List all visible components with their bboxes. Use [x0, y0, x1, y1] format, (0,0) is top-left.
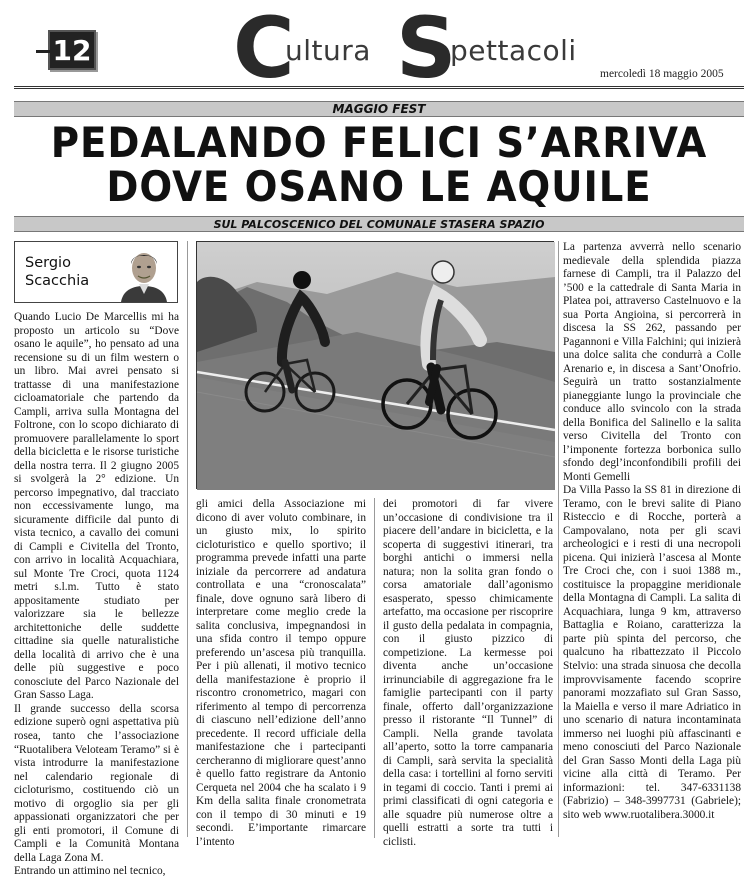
issue-date: mercoledì 18 maggio 2005 — [600, 68, 724, 80]
article-paragraph: Il grande successo della scorsa edizione superò ogni aspettativa più rosea, tanto che l’associazione “Ruotalibera Veloteam Teramo” si è vista introdurre la manifestazione nel calendario regionale di cicloturismo, costituendo ciò un motivo di orgoglio sia per gli appassionati organizzatori che per gli enti promotori, il Comune di Campli e la Comunità Montana della Laga Zona M. — [14, 702, 179, 864]
author-portrait — [115, 244, 173, 302]
article-paragraph: gli amici della Associazione mi dicono di aver voluto combinare, in un giusto mix, lo spirito cicloturistico e quello sportivo; il programma prevede infatti una parte iniziale da percorrere ad andatura controllata e una “cronoscalata” finale, dove ognuno sarà libero di interpretare come meglio crede la salita conclusiva, impegnandosi in una sfida contro il tempo oppure preferendo un’ascesa più tranquilla. Per i più allenati, il motivo tecnico della manifestazione è proprio il riscontro cronometrico, magari con riferimento al tempo di percorrenza di ciascuno nell’edizione dell’anno precedente. Il record ufficiale della manifestazione che i partecipanti cercheranno di migliorare quest’anno è quello fatto registrare da Antonio Cerqueta nel 2004 che ha scalato i 9 Km della salita finale cronometrata con il tempo di 30 minuti e 19 secondi. E’importante rimarcare l’intento — [196, 498, 366, 848]
headline-line-1: PEDALANDO FELICI S’ARRIVA — [50, 118, 708, 167]
article-paragraph: Quando Lucio De Marcellis mi ha proposto un articolo su “Dove osano le aquile”, ho pensato ad una recensione su di un film western o un libro. Mai avrei pensato si trattasse di una manifestazione cicloamatoriale che partendo da Campli, arriva sulla Montagna del Foltrone, con lo scopo dichiarato di promuovere parallelamente lo sport della bicicletta e le risorse turistiche della nostra terra. Il 2 giugno 2005 si svolgerà la 2° edizione. Un percorso impegnativo, dal tracciato non eccessivamente lungo, ma sicuramente difficile dal punto di vista tecnico, a cavallo dei comuni di Campli e Civitella del Tronto, con arrivo in località Acquachiara, sul Monte Tre Croci, quota 1124 metri s.l.m. Tutto è stato appositamente studiato per valorizzare sia le bellezze architettoniche delle suddette cittadine sia quelle naturalistiche della località di arrivo che è una delle più suggestive e poco conosciute del Parco Nazionale del Gran Sasso Laga. — [14, 311, 179, 702]
author-box — [14, 241, 178, 303]
article-paragraph: Da Villa Passo la SS 81 in direzione di Teramo, con le brevi salite di Piano Risteccio e di Rocche, porterà a Campovalano, nota per gli scavi archeologici e i resti di una necropoli picena. Qui inizierà l’ascesa al Monte Tre Croci che, con i suoi 1388 m., costituisce la propaggine meridionale della Montagna di Campli. La salita di Acquachiara, lunga 9 km, attraverso Battaglia e Roiano, caratterizza la parte più spinta del percorso, che qualcuno ha ribattezzato il Piccolo Stelvio: una strada sinuosa che decolla improvvisamente facendo scoprire panorami mozzafiato sul Gran Sasso, la Maiella e verso il mare Adriatico in uno scenario di natura incontaminata immerso nei luoghi più affascinanti e meno conosciuti del Parco Nazionale del Gran Sasso Monti della Laga più vicine alla città di Teramo. Per informazioni: tel. 347-6331138 (Fabrizio) – 348-3997731 (Gabriele); sito web www.ruotalibera.3000.it — [563, 484, 741, 821]
section-title-spettacoli: pettacoli — [450, 34, 577, 67]
cyclists-illustration — [197, 242, 555, 490]
article-column-4 — [563, 241, 741, 838]
cyclists-photo — [196, 241, 554, 489]
section-title-cultura: ultura — [285, 34, 371, 67]
article-paragraph: Entrando un attimino nel tecnico, — [14, 865, 166, 878]
article-headline — [43, 118, 715, 211]
article-kicker: MAGGIO FEST — [14, 101, 744, 117]
article-paragraph: dei promotori di far vivere un’occasione di condivisione tra il piacere dell’andare in bicicletta, e la scoperta di suggestivi itinerari, tra borghi antichi o immersi nella natura; non la solita gran fondo o corsa amatoriale dall’agonismo esasperato, spesso chimicamente artefatto, ma occasione per riscoprire il gusto della pedalata in compagnia, con il giusto pizzico di competizione. La kermesse poi diventa anche un’occasione irrinunciabile di aggregazione fra le famiglie partecipanti con il party finale, offerto dall’organizzazione presso il ristorante “Il Tunnel” di Campli. Nella grande tavolata all’aperto, sotto la torre campanaria di Campli, sarà servita la specialità della casa: i tortellini al forno serviti in tegami di coccio. Tanti i premi ai primi classificati di ogni categoria e alle squadre più numerose oltre a quelli estratti a sorte tra tutti i ciclisti. — [383, 498, 553, 848]
section-title-initial-s: S — [396, 0, 457, 97]
column-divider — [187, 241, 188, 837]
article-column-3 — [383, 498, 553, 848]
headline-line-2: DOVE OSANO LE AQUILE — [106, 162, 652, 211]
article-subhead: SUL PALCOSCENICO DEL COMUNALE STASERA SPAZIO — [14, 216, 744, 232]
author-last-name: Scacchia — [25, 273, 90, 289]
article-column-2 — [196, 498, 366, 848]
article-paragraph: La partenza avverrà nello scenario medievale della splendida piazza farnese di Campli, tra il Palazzo del ’500 e la cattedrale di Santa Maria in Platea poi, attraverso Castelnuovo e la sua Porta Angioina, si percorrerà in discesa la SS 262, passando per Pagannoni e Villa Falchini; qui inizierà una dolce salita che condurrà a Colle Arenario e, in discesa a Sant’Onofrio. Seguirà un tratto sostanzialmente pianeggiante lungo la provinciale che conduce allo svincolo con la strada della Bonifica del Salinello e la salita verso Civitella del Tronto con l’imponente fortezza borbonica sullo sfondo degl’inconfondibili profili dei Monti Gemelli — [563, 241, 741, 483]
section-title-initial-c: C — [233, 0, 295, 97]
column-divider — [558, 241, 559, 837]
author-first-name: Sergio — [25, 255, 71, 271]
masthead — [0, 0, 750, 97]
article-column-1 — [14, 311, 179, 878]
author-name — [25, 254, 89, 290]
page-number: 12 — [48, 30, 96, 70]
masthead-divider — [14, 86, 744, 89]
column-divider — [374, 498, 375, 838]
